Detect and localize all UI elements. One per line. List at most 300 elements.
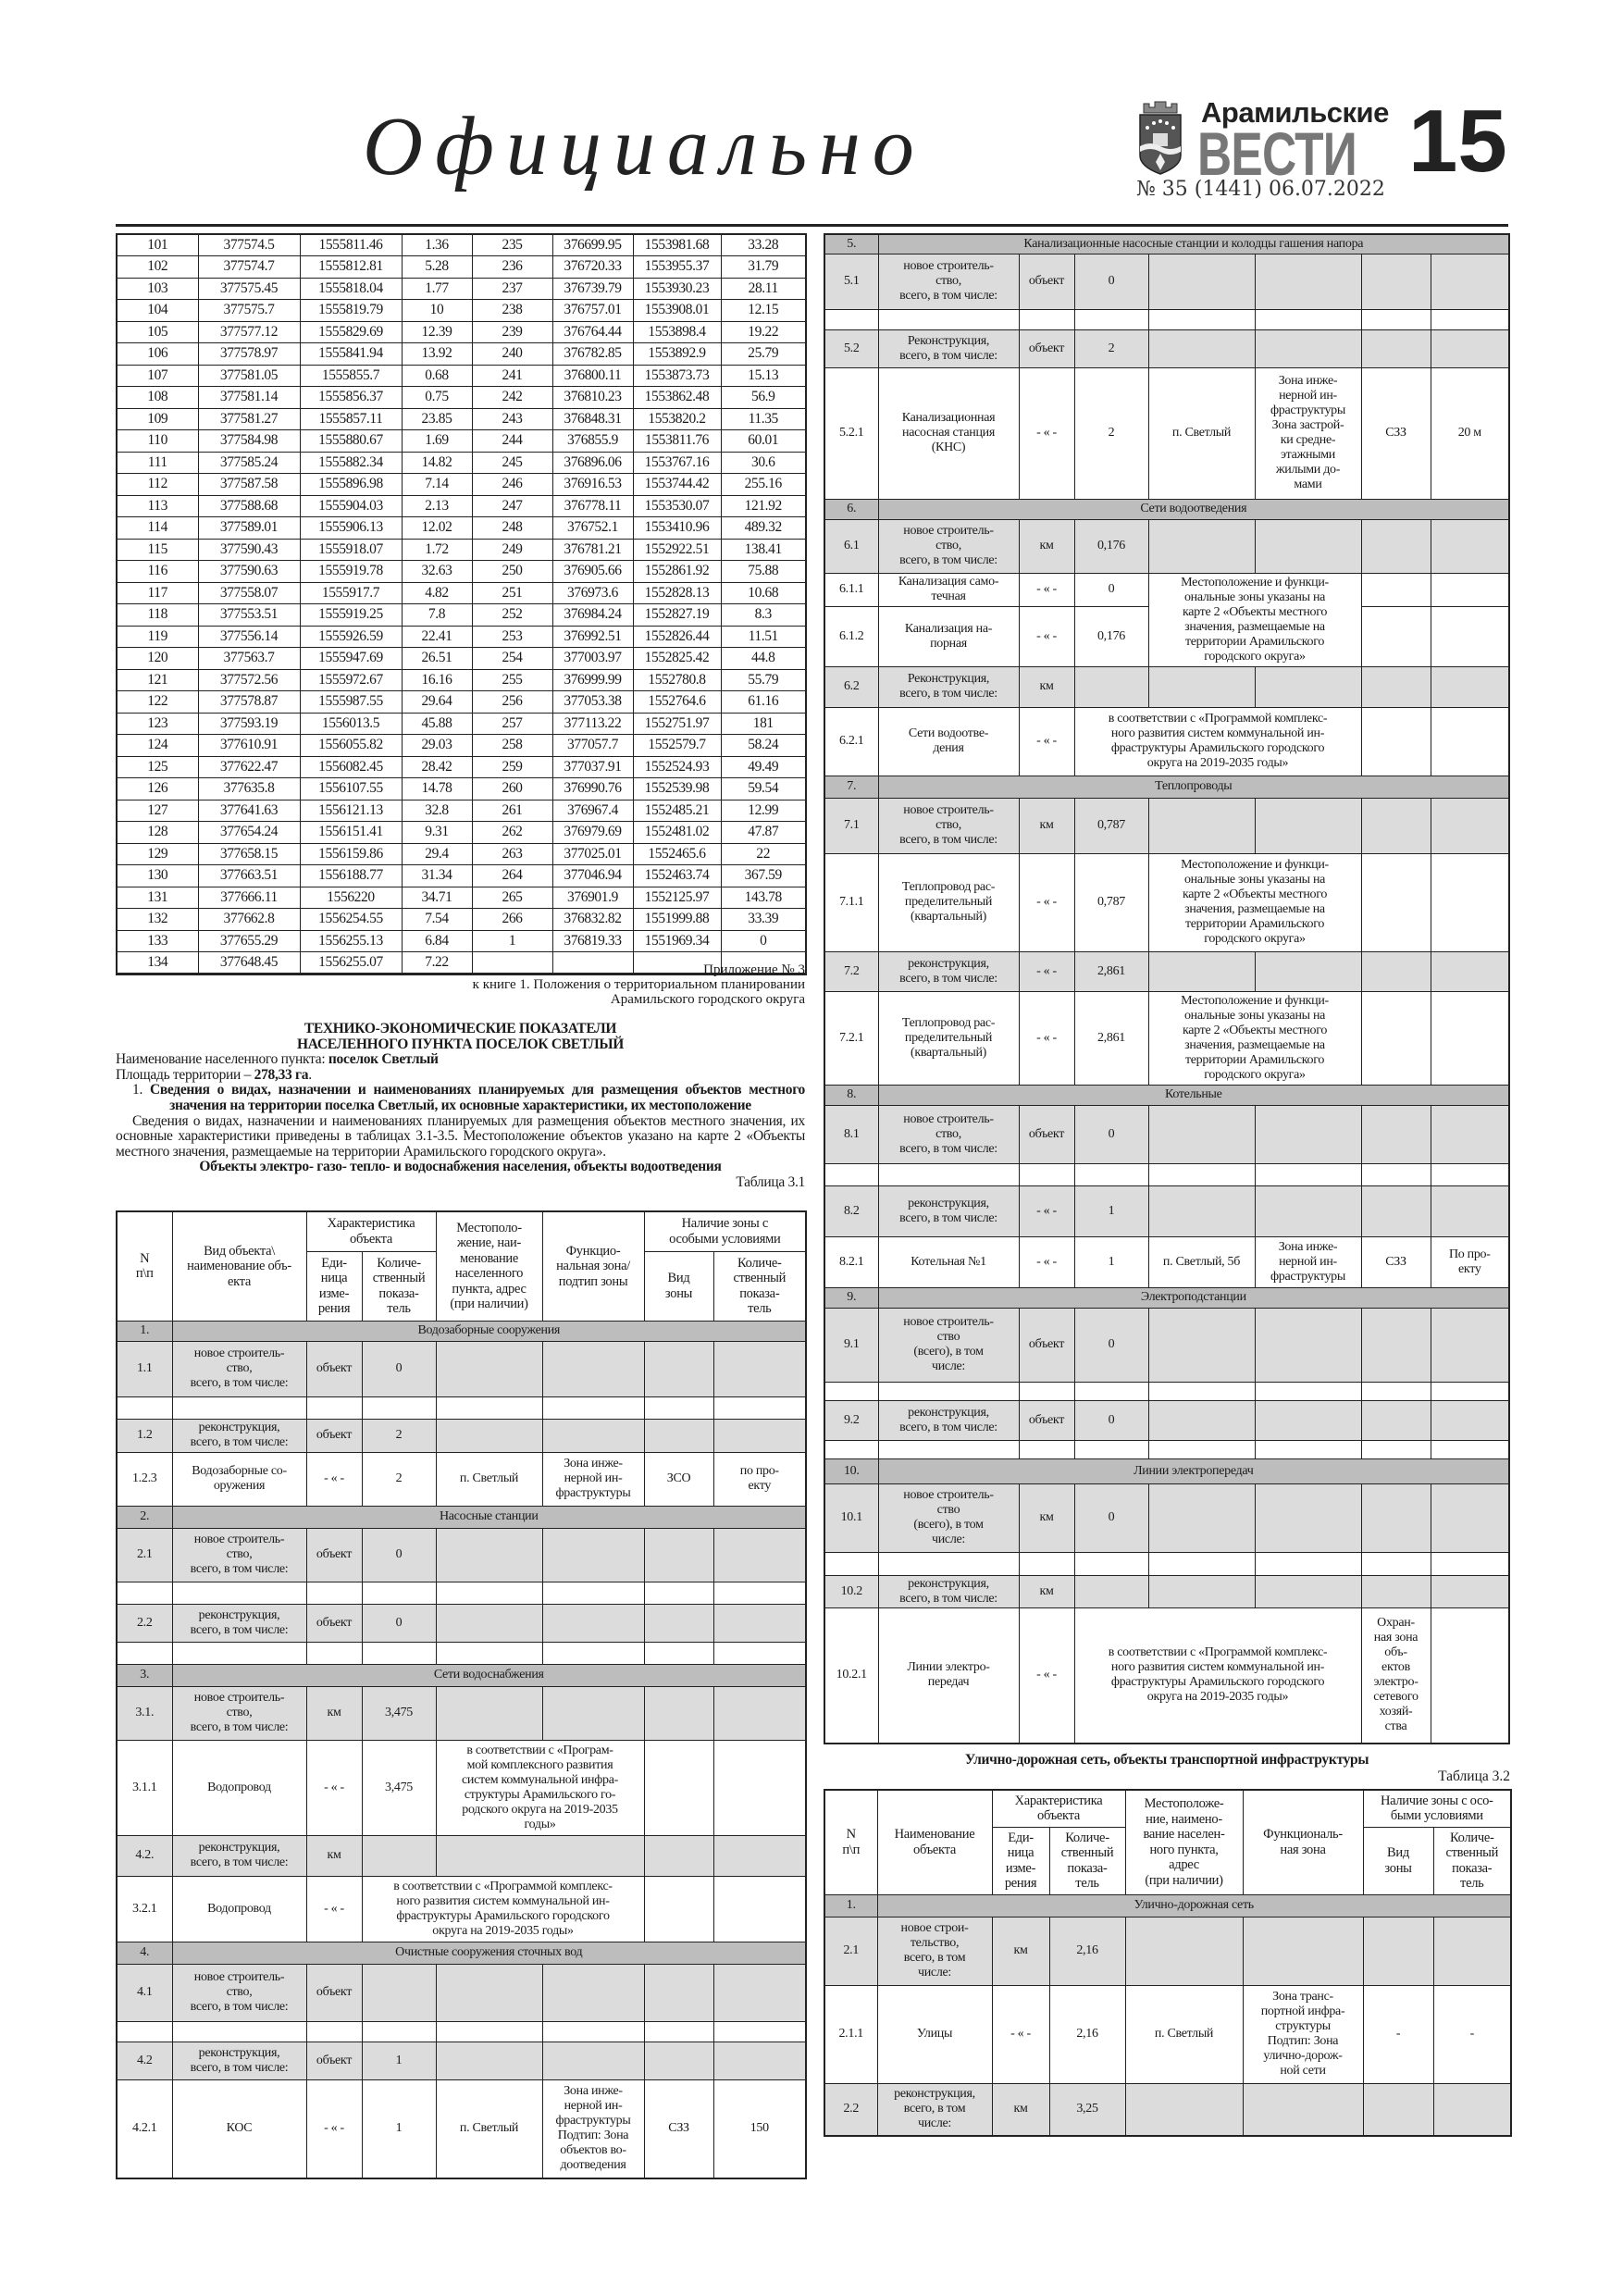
- table-cell: [436, 1642, 542, 1664]
- table-cell: реконструкция, всего, в том числе:: [878, 951, 1019, 991]
- table-cell: 2.1: [824, 1917, 877, 1985]
- table-cell: [1431, 1483, 1509, 1552]
- table-cell: 131: [117, 887, 198, 909]
- table-cell: 377590.43: [198, 539, 300, 561]
- table-cell: [362, 1835, 436, 1876]
- table-cell: 1552125.97: [633, 887, 721, 909]
- table-cell: 376720.33: [552, 256, 633, 279]
- table-cell: 28.11: [721, 278, 806, 300]
- table-row: [117, 452, 806, 474]
- table-cell: 261: [472, 800, 552, 822]
- table-row: [117, 234, 806, 256]
- table-cell: 377584.98: [198, 430, 300, 453]
- table-cell: 376699.95: [552, 234, 633, 256]
- table-cell: км: [1019, 1483, 1074, 1552]
- table-cell: 0: [1074, 573, 1148, 606]
- table-3-2: [824, 1789, 1512, 2137]
- table-cell: 11.35: [721, 408, 806, 430]
- table-cell: 377587.58: [198, 474, 300, 496]
- table-cell: [644, 1876, 713, 1942]
- table-cell: [1431, 1575, 1509, 1607]
- table-cell: в соответствии с «Програм- мой комплексного развития систем коммунальной инфра- структуры Арамильского го- родского округа на 2019-2035 годы»: [436, 1740, 644, 1835]
- table-cell: 32.8: [402, 800, 472, 822]
- table-cell: 28.42: [402, 756, 472, 778]
- table-row: [117, 2079, 806, 2178]
- section-row: [117, 1664, 806, 1686]
- table-cell: [1431, 309, 1509, 329]
- table-cell: [1074, 666, 1148, 707]
- table-cell: 101: [117, 234, 198, 256]
- table-cell: км: [992, 1917, 1049, 1985]
- table-cell: Теплопровод рас- пределительный (квартальный): [878, 853, 1019, 951]
- table-cell: [1361, 573, 1431, 606]
- table-cell: [713, 1419, 806, 1452]
- table-row: [117, 887, 806, 909]
- subtotal-row: [824, 951, 1509, 991]
- table-cell: - « -: [1019, 1607, 1074, 1744]
- table-cell: 376757.01: [552, 300, 633, 322]
- table-cell: [1361, 1575, 1431, 1607]
- section-row: [117, 1942, 806, 1964]
- column-header: Вид зоны: [644, 1251, 713, 1321]
- blank-row: [824, 1163, 1509, 1185]
- section-title: Сети водоотведения: [878, 499, 1509, 519]
- section-row: [824, 1287, 1509, 1308]
- table-cell: [1243, 2083, 1363, 2136]
- table-cell: 376848.31: [552, 408, 633, 430]
- table-cell: [713, 1341, 806, 1396]
- table-cell: 1556082.45: [300, 756, 402, 778]
- table-cell: 4.1: [117, 1964, 172, 2021]
- table-cell: 1555904.03: [300, 495, 402, 517]
- table-cell: Водопровод: [172, 1740, 306, 1835]
- table-row: [117, 474, 806, 496]
- table-cell: реконструкция, всего, в том числе:: [878, 1185, 1019, 1236]
- table-cell: 249: [472, 539, 552, 561]
- table-cell: 376979.69: [552, 822, 633, 844]
- table-cell: 1555947.69: [300, 648, 402, 670]
- table-cell: [1019, 309, 1074, 329]
- table-cell: 377581.05: [198, 365, 300, 387]
- section-title: Сети водоснабжения: [172, 1664, 806, 1686]
- table-cell: 2.2: [117, 1604, 172, 1642]
- table-cell: 376739.79: [552, 278, 633, 300]
- table-cell: 377572.56: [198, 669, 300, 691]
- table-heading: Объекты электро- газо- тепло- и водоснабжения населения, объекты водоотведения: [199, 1159, 722, 1175]
- table-cell: - « -: [306, 2079, 362, 2178]
- table-cell: Канализационная насосная станция (КНС): [878, 367, 1019, 499]
- table-cell: [713, 1686, 806, 1740]
- table-cell: 9.1: [824, 1308, 878, 1382]
- table-cell: 235: [472, 234, 552, 256]
- column-header: Количе- ственный показа- тель: [713, 1251, 806, 1321]
- table-cell: 58.24: [721, 735, 806, 757]
- table-cell: 377589.01: [198, 517, 300, 540]
- table-cell: 6.2.1: [824, 707, 878, 776]
- section-title: Водозаборные сооружения: [172, 1321, 806, 1341]
- table-row: [117, 1876, 806, 1942]
- table-cell: реконструкция, всего, в том числе:: [172, 1604, 306, 1642]
- table-cell: новое строитель- ство, всего, в том числе:: [878, 519, 1019, 573]
- table-cell: новое строитель- ство (всего), в том числе:: [878, 1483, 1019, 1552]
- table-cell: объект: [306, 1419, 362, 1452]
- table-cell: 3.: [117, 1664, 172, 1686]
- page-number: 15: [1408, 92, 1507, 191]
- table-cell: км: [992, 2083, 1049, 2136]
- table-cell: [644, 2042, 713, 2079]
- table-cell: 104: [117, 300, 198, 322]
- table-cell: 377575.45: [198, 278, 300, 300]
- section-title: Канализационные насосные станции и колодцы гашения напора: [878, 234, 1509, 254]
- table-cell: 75.88: [721, 561, 806, 583]
- column-header: Наличие зоны с особыми условиями: [644, 1211, 806, 1251]
- table-cell: - « -: [1019, 951, 1074, 991]
- table-cell: [1431, 991, 1509, 1085]
- table-cell: 2.: [117, 1506, 172, 1528]
- table-cell: 1556255.07: [300, 952, 402, 974]
- table-cell: 10.2.1: [824, 1607, 878, 1744]
- newspaper-logo-top: Арамильские: [1201, 96, 1389, 129]
- table-cell: [1361, 519, 1431, 573]
- table-row: [824, 707, 1509, 776]
- table-cell: 1552861.92: [633, 561, 721, 583]
- table-row: [117, 735, 806, 757]
- table-cell: 376901.9: [552, 887, 633, 909]
- table-cell: новое строитель- ство, всего, в том числе:: [172, 1686, 306, 1740]
- table-cell: 376764.44: [552, 321, 633, 343]
- table-row: [824, 853, 1509, 951]
- table-cell: 1: [472, 930, 552, 952]
- table-cell: Канализация само- течная: [878, 573, 1019, 606]
- table-cell: 1552922.51: [633, 539, 721, 561]
- table-cell: [1074, 1552, 1148, 1575]
- subtotal-row: [117, 1419, 806, 1452]
- table-cell: -: [1363, 1985, 1433, 2083]
- section-row: [117, 1506, 806, 1528]
- table-cell: в соответствии с «Программой комплекс- ного развития систем коммунальной ин- фраструктуры Арамильского городского округа на 2019-2035 годы»: [362, 1876, 644, 1942]
- table-cell: [172, 2021, 306, 2042]
- table-cell: [1255, 666, 1361, 707]
- table-cell: 44.8: [721, 648, 806, 670]
- table-cell: 20 м: [1431, 367, 1509, 499]
- header-row: [824, 1790, 1511, 1827]
- table-cell: 127: [117, 800, 198, 822]
- table-cell: 1556255.13: [300, 930, 402, 952]
- table-row: [117, 822, 806, 844]
- table-cell: 1556254.55: [300, 909, 402, 931]
- table-cell: 254: [472, 648, 552, 670]
- table-cell: 1552825.42: [633, 648, 721, 670]
- table-cell: [1361, 1400, 1431, 1440]
- table-cell: [1074, 1382, 1148, 1400]
- table-cell: [1255, 1552, 1361, 1575]
- table-cell: км: [1019, 798, 1074, 853]
- table-cell: 1555819.79: [300, 300, 402, 322]
- table-cell: 377037.91: [552, 756, 633, 778]
- table-cell: СЗЗ: [1361, 1236, 1431, 1287]
- table-cell: 133: [117, 930, 198, 952]
- table-cell: объект: [1019, 1105, 1074, 1163]
- table-cell: 1553744.42: [633, 474, 721, 496]
- subtotal-row: [824, 1400, 1509, 1440]
- table-cell: 59.54: [721, 778, 806, 800]
- subtotal-row: [824, 1917, 1511, 1985]
- subtotal-row: [117, 1341, 806, 1396]
- table-cell: 1.77: [402, 278, 472, 300]
- table-cell: [1148, 1185, 1255, 1236]
- table-cell: 2,861: [1074, 991, 1148, 1085]
- table-cell: [1431, 1440, 1509, 1458]
- table-cell: 377654.24: [198, 822, 300, 844]
- table-cell: 2.1.1: [824, 1985, 877, 2083]
- table-cell: 1553811.76: [633, 430, 721, 453]
- table-cell: 262: [472, 822, 552, 844]
- table-cell: [436, 2042, 542, 2079]
- table-cell: 1556188.77: [300, 865, 402, 887]
- table-cell: 377553.51: [198, 604, 300, 627]
- table-cell: 3.1.1: [117, 1740, 172, 1835]
- table-cell: 34.71: [402, 887, 472, 909]
- table-cell: Местоположение и функци- ональные зоны указаны на карте 2 «Объекты местного значения, размещаемые на территории Арамильского городского округа»: [1148, 853, 1361, 951]
- column-header: Функцио- нальная зона/ подтип зоны: [542, 1211, 644, 1321]
- table-cell: 118: [117, 604, 198, 627]
- table-cell: 22.41: [402, 626, 472, 648]
- table-cell: [1431, 573, 1509, 606]
- table-cell: [1255, 519, 1361, 573]
- table-cell: 238: [472, 300, 552, 322]
- table-cell: 134: [117, 952, 198, 974]
- table-cell: 0,176: [1074, 606, 1148, 666]
- table-cell: [1431, 1607, 1509, 1744]
- table-cell: 1555812.81: [300, 256, 402, 279]
- section-heading-text: Сведения о видах, назначении и наименованиях планируемых для размещения объектов местного значения на территории поселка Светлый, их основные характеристики, их местоположение: [149, 1082, 805, 1113]
- table-row: [824, 991, 1509, 1085]
- table-cell: 14.78: [402, 778, 472, 800]
- header-rule: [116, 224, 1508, 227]
- table-cell: [644, 1396, 713, 1419]
- column-header: Характеристика объекта: [992, 1790, 1125, 1827]
- table-cell: - « -: [1019, 367, 1074, 499]
- table-cell: объект: [1019, 254, 1074, 309]
- table-cell: 60.01: [721, 430, 806, 453]
- table-cell: 264: [472, 865, 552, 887]
- table-cell: [172, 1396, 306, 1419]
- blank-row: [824, 309, 1509, 329]
- table-cell: 10: [402, 300, 472, 322]
- table-cell: [1148, 1552, 1255, 1575]
- table-cell: 245: [472, 452, 552, 474]
- table-cell: 376810.23: [552, 387, 633, 409]
- table-cell: [1148, 309, 1255, 329]
- table-cell: 3,475: [362, 1686, 436, 1740]
- territory-area: [116, 1068, 805, 1084]
- table-cell: СЗЗ: [1361, 367, 1431, 499]
- table-cell: 377581.27: [198, 408, 300, 430]
- subtotal-row: [824, 1308, 1509, 1382]
- column-header: N п\п: [117, 1211, 172, 1321]
- blank-row: [824, 1440, 1509, 1458]
- table-cell: 244: [472, 430, 552, 453]
- table-cell: [1361, 254, 1431, 309]
- table-cell: 377563.7: [198, 648, 300, 670]
- table-cell: 14.82: [402, 452, 472, 474]
- table-cell: [1361, 1483, 1431, 1552]
- table-cell: 265: [472, 887, 552, 909]
- table-row: [117, 669, 806, 691]
- table-cell: [1255, 1400, 1361, 1440]
- table-row: [117, 865, 806, 887]
- table-cell: [713, 1642, 806, 1664]
- table-cell: [1361, 1308, 1431, 1382]
- table-cell: км: [306, 1686, 362, 1740]
- table-cell: Улицы: [877, 1985, 992, 2083]
- column-header: Количе- ственный показа- тель: [362, 1251, 436, 1321]
- table-cell: [436, 1604, 542, 1642]
- table-cell: 1552780.8: [633, 669, 721, 691]
- table-cell: 1.1: [117, 1341, 172, 1396]
- table-cell: [1361, 1105, 1431, 1163]
- table-cell: 1.36: [402, 234, 472, 256]
- table-cell: 2,16: [1049, 1985, 1125, 2083]
- table-cell: 1556013.5: [300, 713, 402, 735]
- table-cell: 7.2.1: [824, 991, 878, 1085]
- table-cell: 1552751.97: [633, 713, 721, 735]
- column-header: Количе- ственный показа- тель: [1433, 1827, 1511, 1894]
- table-cell: [824, 1163, 878, 1185]
- table-cell: реконструкция, всего, в том числе:: [172, 2042, 306, 2079]
- table-cell: 1552463.74: [633, 865, 721, 887]
- appendix-line: Приложение № 3: [703, 962, 805, 977]
- table-cell: [1431, 1163, 1509, 1185]
- table-cell: новое строи- тельство, всего, в том числе:: [877, 1917, 992, 1985]
- table-cell: 243: [472, 408, 552, 430]
- column-header: Наименование объекта: [877, 1790, 992, 1894]
- table-cell: [436, 1419, 542, 1452]
- table-row: [824, 1985, 1511, 2083]
- table-cell: 1556055.82: [300, 735, 402, 757]
- table-cell: 1555841.94: [300, 343, 402, 366]
- subtotal-row: [824, 1483, 1509, 1552]
- document-text: [116, 1022, 805, 1191]
- blank-row: [824, 1552, 1509, 1575]
- table-row: [117, 843, 806, 865]
- subtotal-row: [824, 519, 1509, 573]
- table-cell: [362, 1642, 436, 1664]
- table-cell: [878, 1163, 1019, 1185]
- table-cell: 2: [1074, 329, 1148, 367]
- table-cell: 1: [362, 2042, 436, 2079]
- table-cell: новое строитель- ство (всего), в том числе:: [878, 1308, 1019, 1382]
- table-cell: 0: [1074, 1400, 1148, 1440]
- area-value: 278,33 га: [254, 1066, 309, 1083]
- table-cell: [644, 1964, 713, 2021]
- appendix-note: [435, 962, 805, 1007]
- table-cell: [1255, 798, 1361, 853]
- table-cell: 377578.97: [198, 343, 300, 366]
- table-cell: 2: [362, 1452, 436, 1506]
- table-cell: 1552826.44: [633, 626, 721, 648]
- table-cell: [713, 1396, 806, 1419]
- table-cell: [1255, 1483, 1361, 1552]
- table-cell: Реконструкция, всего, в том числе:: [878, 329, 1019, 367]
- table-cell: 2.13: [402, 495, 472, 517]
- table-cell: - « -: [306, 1740, 362, 1835]
- table-cell: 5.: [824, 234, 878, 254]
- table-cell: 122: [117, 691, 198, 714]
- table-cell: 257: [472, 713, 552, 735]
- table-cell: 1.69: [402, 430, 472, 453]
- area-end: .: [308, 1066, 312, 1083]
- table-cell: [1361, 798, 1431, 853]
- table-cell: 1553767.16: [633, 452, 721, 474]
- table-cell: 376800.11: [552, 365, 633, 387]
- table-cell: [1255, 1308, 1361, 1382]
- table-cell: [542, 1582, 644, 1604]
- table-cell: [1255, 1185, 1361, 1236]
- table-cell: [1255, 1163, 1361, 1185]
- table-cell: 0,787: [1074, 798, 1148, 853]
- table-cell: 247: [472, 495, 552, 517]
- table-cell: в соответствии с «Программой комплекс- ного развития систем коммунальной ин- фраструктуры Арамильского городского округа на 2019-2035 годы»: [1074, 707, 1361, 776]
- table-cell: п. Светлый: [436, 1452, 542, 1506]
- column-header: Функциональ- ная зона: [1243, 1790, 1363, 1894]
- table-cell: 7.1: [824, 798, 878, 853]
- table-cell: 377003.97: [552, 648, 633, 670]
- table-cell: [1148, 666, 1255, 707]
- table-cell: [644, 1604, 713, 1642]
- table-cell: 241: [472, 365, 552, 387]
- table-cell: 1553908.01: [633, 300, 721, 322]
- settlement-name: [116, 1052, 805, 1068]
- table-cell: 7.: [824, 776, 878, 798]
- table-cell: 1553981.68: [633, 234, 721, 256]
- table-cell: 1552579.7: [633, 735, 721, 757]
- table-cell: 6.: [824, 499, 878, 519]
- section-row: [824, 1085, 1509, 1105]
- table-cell: - « -: [1019, 573, 1074, 606]
- table-cell: 1551969.34: [633, 930, 721, 952]
- subtotal-row: [824, 798, 1509, 853]
- subtotal-row: [824, 1185, 1509, 1236]
- table-3-2-heading: Улично-дорожная сеть, объекты транспортной инфраструктуры: [964, 1752, 1369, 1768]
- table-cell: 31.79: [721, 256, 806, 279]
- table-cell: п. Светлый, 5б: [1148, 1236, 1255, 1287]
- table-cell: Зона инже- нерной ин- фраструктуры: [542, 1452, 644, 1506]
- table-cell: 55.79: [721, 669, 806, 691]
- table-cell: [1255, 309, 1361, 329]
- table-cell: [878, 309, 1019, 329]
- table-cell: 1552485.21: [633, 800, 721, 822]
- table-cell: 10.1: [824, 1483, 878, 1552]
- table-cell: 132: [117, 909, 198, 931]
- table-cell: 1555919.25: [300, 604, 402, 627]
- table-cell: - « -: [1019, 707, 1074, 776]
- table-cell: в соответствии с «Программой комплекс- ного развития систем коммунальной ин- фраструктуры Арамильского городского округа на 2019-2035 годы»: [1074, 1607, 1361, 1744]
- table-cell: [1361, 309, 1431, 329]
- table-cell: 1553873.73: [633, 365, 721, 387]
- table-cell: Теплопровод рас- пределительный (квартальный): [878, 991, 1019, 1085]
- blank-row: [117, 1642, 806, 1664]
- table-cell: [1255, 951, 1361, 991]
- section-heading: [116, 1083, 805, 1113]
- column-header: Количе- ственный показа- тель: [1049, 1827, 1125, 1894]
- issue-info: № 35 (1441) 06.07.2022: [1136, 178, 1385, 201]
- table-cell: 377588.68: [198, 495, 300, 517]
- table-cell: Зона инже- нерной ин- фраструктуры Зона застрой- ки средне- этажными жилыми до- мами: [1255, 367, 1361, 499]
- table-cell: 1: [1074, 1185, 1148, 1236]
- subtotal-row: [117, 1604, 806, 1642]
- table-cell: [878, 1440, 1019, 1458]
